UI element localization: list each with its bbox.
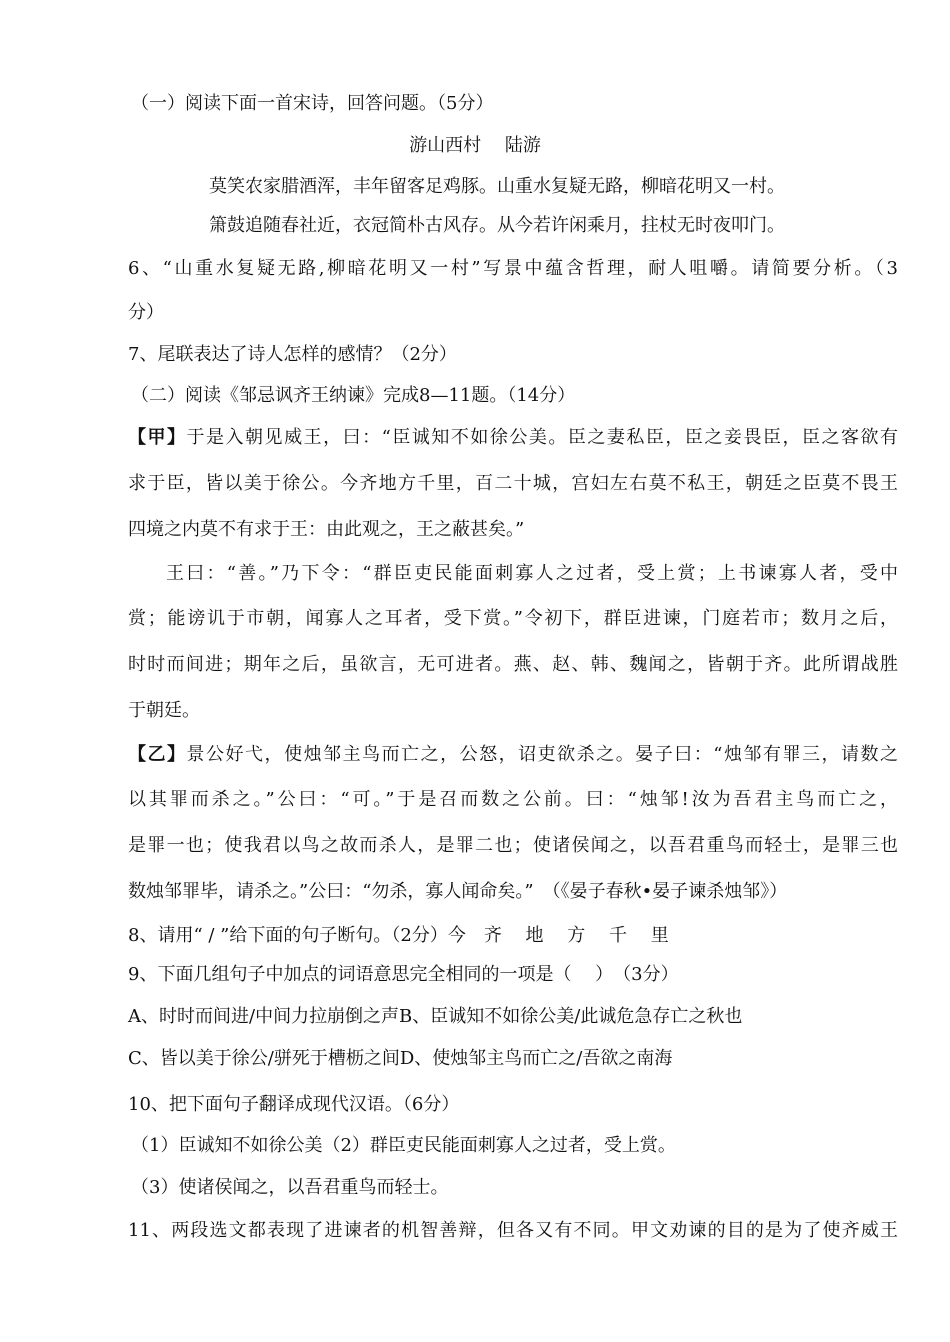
question-10-item-3: （3）使诸侯闻之，以吾君重鸟而轻士。 <box>131 1177 449 1198</box>
passage-jia-para2-line-1: 王曰：“善。”乃下令：“群臣吏民能面刺寡人之过者，受上赏；上书谏寡人者，受中 <box>166 563 898 584</box>
passage-yi-line-4: 数烛邹罪毕，请杀之。”公曰：“勿杀，寡人闻命矣。” （《晏子春秋•晏子谏杀烛邹》） <box>128 881 788 902</box>
question-8: 8、请用“ / ”给下面的句子断句。（2分）今 齐 地 方 千 里 <box>128 925 669 946</box>
passage-jia-line-2: 求于臣，皆以美于徐公。今齐地方千里，百二十城，宫妇左右莫不私王，朝廷之臣莫不畏王 <box>128 473 898 494</box>
question-11: 11、两段选文都表现了进谏者的机智善辩，但各又有不同。甲文劝谏的目的是为了使齐威王 <box>128 1220 898 1241</box>
passage-jia-para2-line-4: 于朝廷。 <box>128 700 200 721</box>
passage-jia-para2-line-2: 赏；能谤讥于市朝，闻寡人之耳者，受下赏。”令初下，群臣进谏，门庭若市；数月之后， <box>128 608 898 629</box>
question-9-options-ab: A、时时而间进/中间力拉崩倒之声B、臣诚知不如徐公美/此诚危急存亡之秋也 <box>128 1006 743 1027</box>
question-6-line-2: 分） <box>128 302 164 323</box>
passage-yi-line-2: 以其罪而杀之。”公曰：“可。”于是召而数之公前。曰：“烛邹!汝为吾君主鸟而亡之， <box>128 789 898 810</box>
poem-title: 游山西村 陆游 <box>409 135 541 156</box>
passage-yi-text-1: 景公好弋，使烛邹主鸟而亡之，公怒，诏吏欲杀之。晏子曰：“烛邹有罪三，请数之 <box>186 744 899 765</box>
passage-jia-text-1: 于是入朝见威王，曰：“臣诚知不如徐公美。臣之妻私臣，臣之妾畏臣，臣之客欲有 <box>186 427 899 448</box>
question-7: 7、尾联表达了诗人怎样的感情？（2分） <box>128 344 457 365</box>
question-9-options-cd: C、皆以美于徐公/骈死于槽枥之间D、使烛邹主鸟而亡之/吾欲之南海 <box>128 1048 673 1069</box>
question-10: 10、把下面句子翻译成现代汉语。（6分） <box>128 1094 460 1115</box>
passage-yi-line-3: 是罪一也；使我君以鸟之故而杀人，是罪二也；使诸侯闻之，以吾君重鸟而轻士，是罪三也 <box>128 835 898 856</box>
question-9: 9、下面几组句子中加点的词语意思完全相同的一项是（ ） （3分） <box>128 964 679 985</box>
section1-heading: （一）阅读下面一首宋诗，回答问题。（5分） <box>131 93 494 114</box>
passage-jia-line-1 <box>128 426 898 450</box>
poem-line-1: 莫笑农家腊酒浑，丰年留客足鸡豚。山重水复疑无路，柳暗花明又一村。 <box>209 176 785 197</box>
passage-jia-label: 【甲】 <box>128 427 187 448</box>
question-6-line-1: 6、“山重水复疑无路,柳暗花明又一村”写景中蕴含哲理，耐人咀嚼。请简要分析。（3 <box>128 258 898 279</box>
passage-jia-para2-line-3: 时时而间进；期年之后，虽欲言，无可进者。燕、赵、韩、魏闻之，皆朝于齐。此所谓战胜 <box>128 654 898 675</box>
poem-line-2: 箫鼓追随春社近，衣冠简朴古风存。从今若许闲乘月，拄杖无时夜叩门。 <box>209 215 785 236</box>
passage-yi-line-1 <box>128 743 898 767</box>
section2-heading: （二）阅读《邹忌讽齐王纳谏》完成8—11题。（14分） <box>131 385 576 406</box>
passage-yi-label: 【乙】 <box>128 744 187 765</box>
question-10-items-1-2: （1）臣诚知不如徐公美（2）群臣吏民能面刺寡人之过者，受上赏。 <box>131 1135 676 1156</box>
passage-jia-line-3: 四境之内莫不有求于王：由此观之，王之蔽甚矣。” <box>128 519 525 540</box>
